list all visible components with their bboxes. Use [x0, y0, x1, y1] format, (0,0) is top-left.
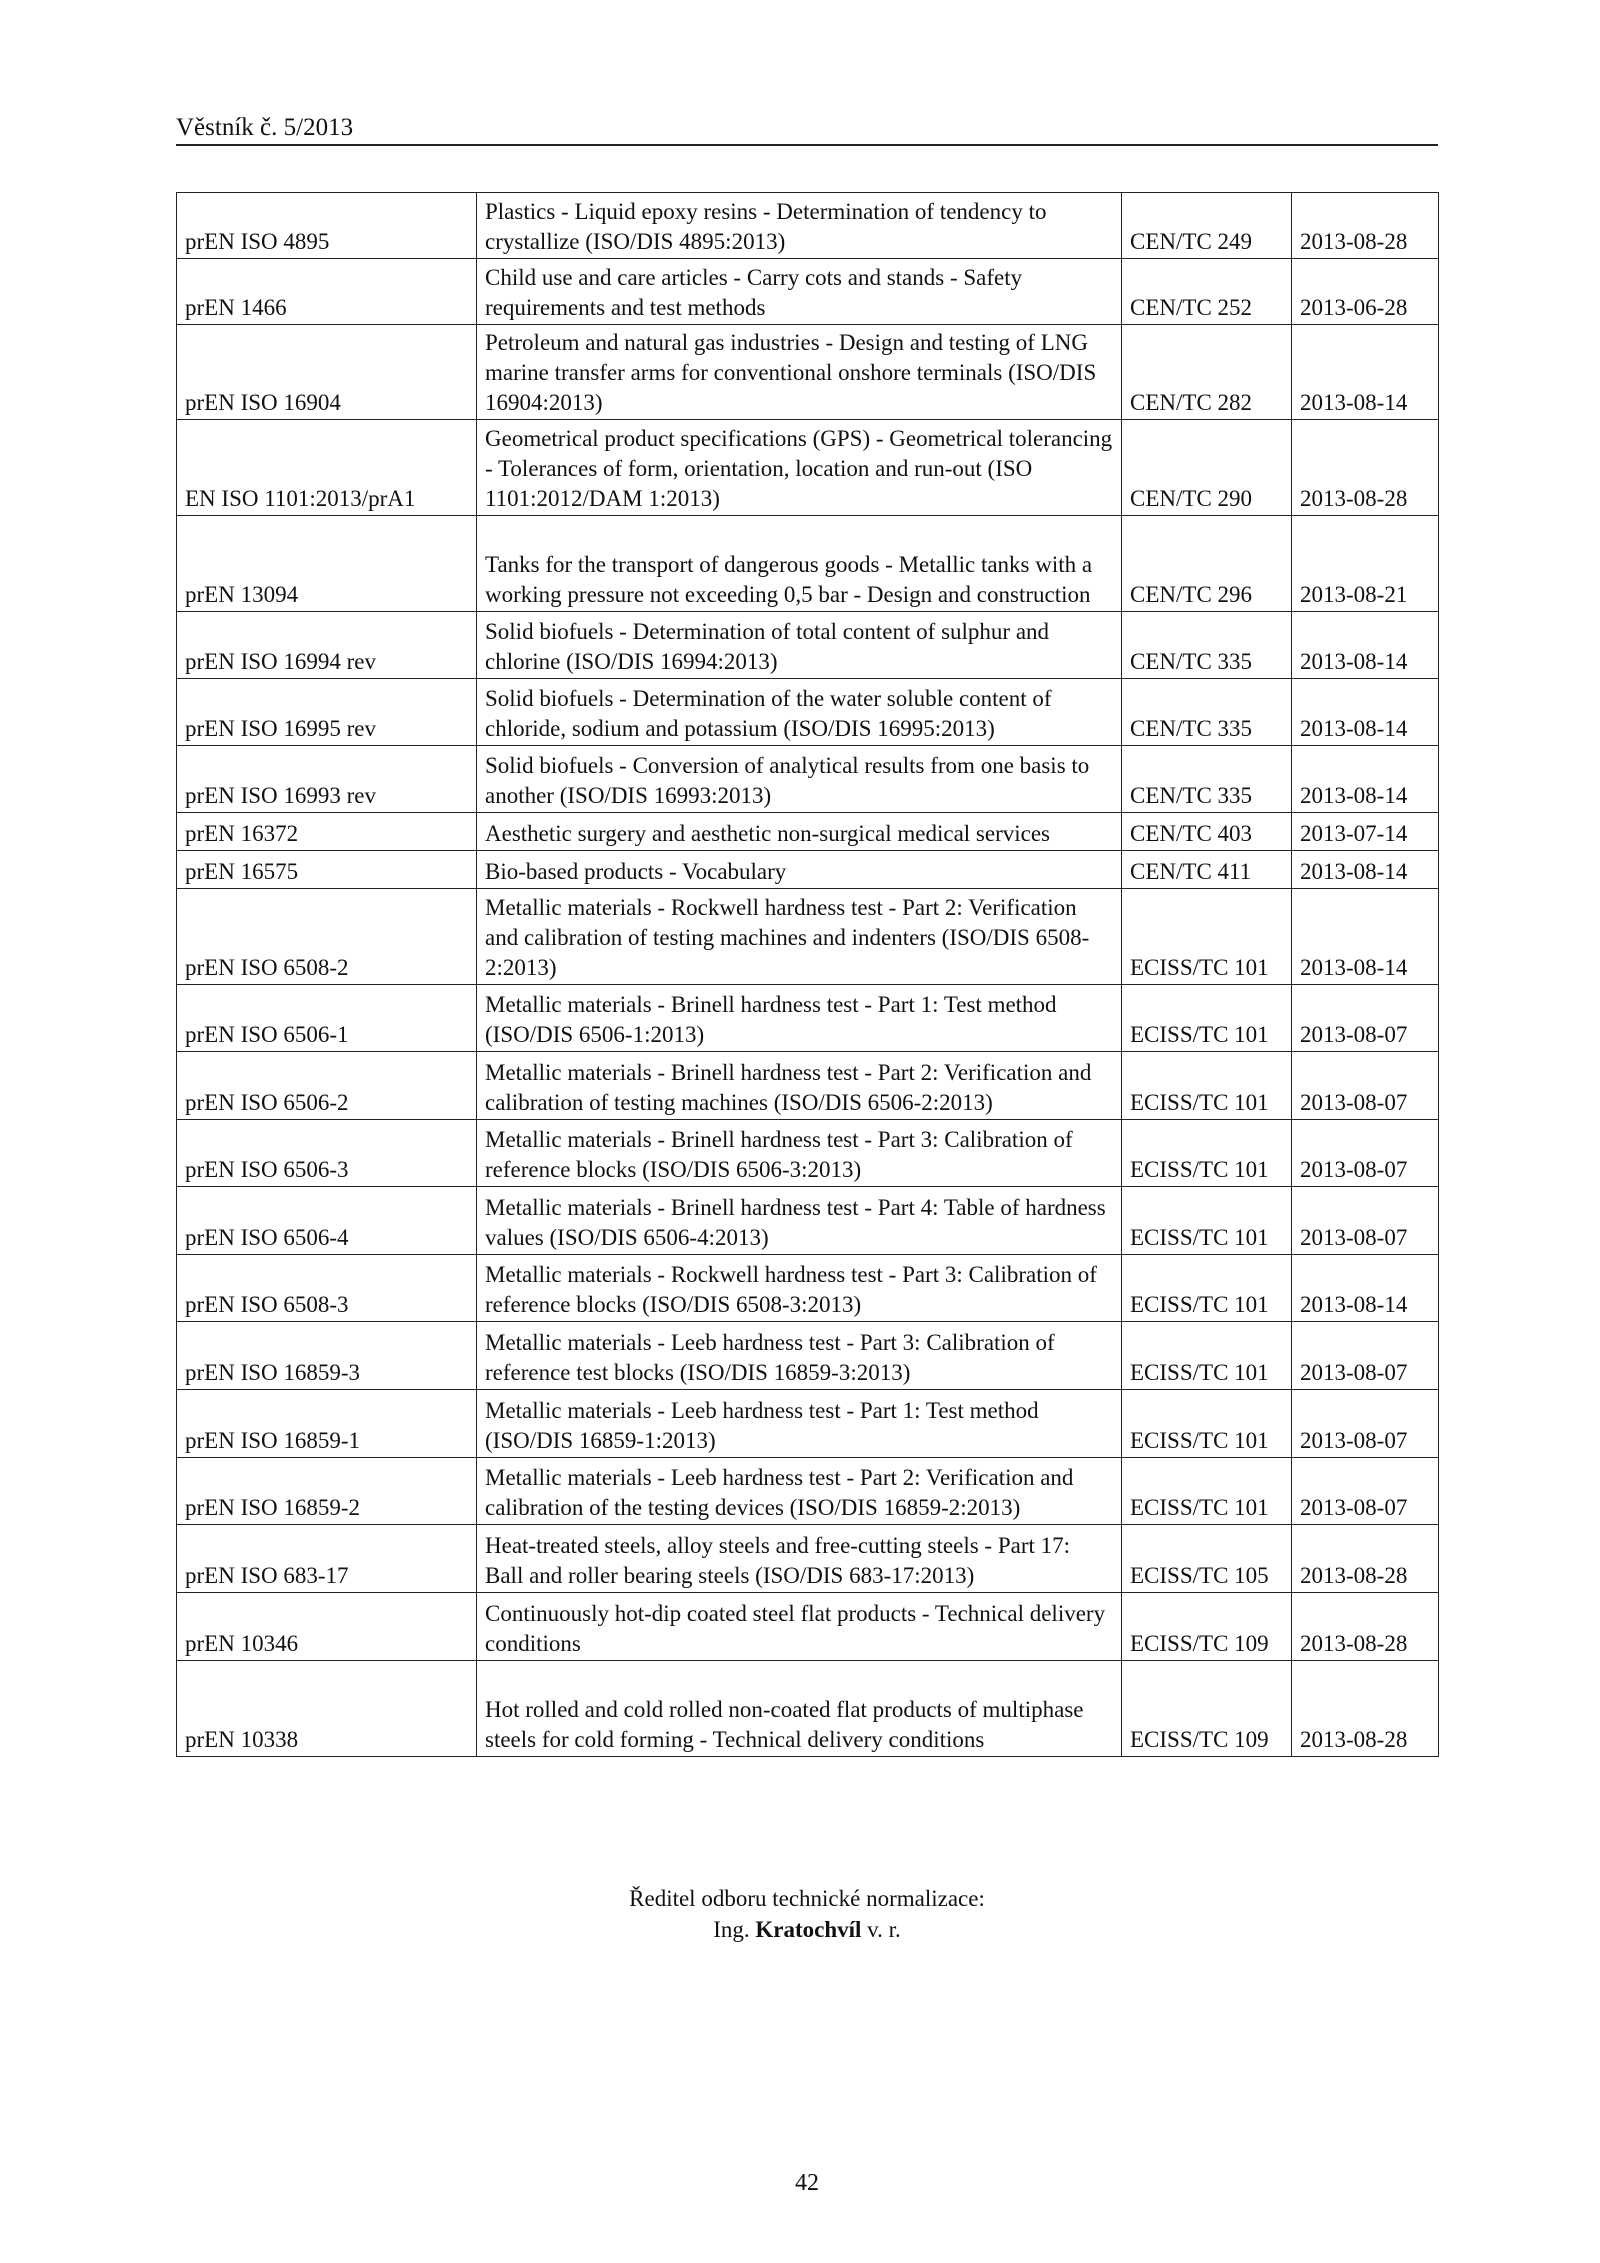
deadline-date: 2013-08-14	[1292, 612, 1439, 679]
deadline-date: 2013-08-14	[1292, 679, 1439, 746]
technical-committee: CEN/TC 290	[1122, 420, 1292, 516]
table-row	[177, 259, 1439, 325]
table-row	[177, 1458, 1439, 1525]
standard-code: prEN 16575	[177, 851, 477, 889]
deadline-date: 2013-08-14	[1292, 889, 1439, 985]
table-row	[177, 1525, 1439, 1593]
standard-title: Metallic materials - Brinell hardness test - Part 1: Test method (ISO/DIS 6506-1:2013)	[477, 985, 1122, 1052]
technical-committee: ECISS/TC 101	[1122, 1390, 1292, 1458]
standard-title: Metallic materials - Rockwell hardness test - Part 3: Calibration of reference blocks (ISO/DIS 6508-3:2013)	[477, 1255, 1122, 1322]
standard-code: prEN ISO 6506-1	[177, 985, 477, 1052]
table-row	[177, 1187, 1439, 1255]
signatory-name	[176, 1914, 1438, 1945]
standard-code: prEN ISO 16994 rev	[177, 612, 477, 679]
technical-committee: CEN/TC 252	[1122, 259, 1292, 325]
technical-committee: CEN/TC 249	[1122, 193, 1292, 259]
standard-title: Geometrical product specifications (GPS) - Geometrical tolerancing - Tolerances of form, orientation, location and run-out (ISO 1101:2012/DAM 1:2013)	[477, 420, 1122, 516]
standards-table	[176, 192, 1439, 1757]
technical-committee: CEN/TC 282	[1122, 325, 1292, 420]
standard-title: Solid biofuels - Conversion of analytical results from one basis to another (ISO/DIS 16993:2013)	[477, 746, 1122, 813]
page-number: 42	[795, 2170, 819, 2196]
deadline-date: 2013-08-28	[1292, 420, 1439, 516]
technical-committee: ECISS/TC 101	[1122, 1322, 1292, 1390]
technical-committee: ECISS/TC 105	[1122, 1525, 1292, 1593]
standard-code: prEN 10338	[177, 1661, 477, 1757]
deadline-date: 2013-08-07	[1292, 1458, 1439, 1525]
standard-title: Bio-based products - Vocabulary	[477, 851, 1122, 889]
technical-committee: ECISS/TC 109	[1122, 1593, 1292, 1661]
deadline-date: 2013-07-14	[1292, 813, 1439, 851]
table-row	[177, 420, 1439, 516]
table-row	[177, 679, 1439, 746]
table-row	[177, 612, 1439, 679]
standard-code: prEN ISO 683-17	[177, 1525, 477, 1593]
deadline-date: 2013-08-14	[1292, 746, 1439, 813]
journal-title: Věstník č. 5/2013	[176, 114, 354, 141]
standard-title: Solid biofuels - Determination of total content of sulphur and chlorine (ISO/DIS 16994:2013)	[477, 612, 1122, 679]
standard-code: prEN ISO 6506-2	[177, 1052, 477, 1120]
deadline-date: 2013-08-07	[1292, 1187, 1439, 1255]
table-row	[177, 813, 1439, 851]
standard-title: Metallic materials - Brinell hardness test - Part 3: Calibration of reference blocks (ISO/DIS 6506-3:2013)	[477, 1120, 1122, 1187]
table-row	[177, 746, 1439, 813]
standard-title: Petroleum and natural gas industries - Design and testing of LNG marine transfer arms for conventional onshore terminals (ISO/DIS 16904:2013)	[477, 325, 1122, 420]
deadline-date: 2013-08-07	[1292, 1052, 1439, 1120]
deadline-date: 2013-08-07	[1292, 1120, 1439, 1187]
table-row	[177, 1255, 1439, 1322]
standard-title: Heat-treated steels, alloy steels and free-cutting steels - Part 17: Ball and roller bearing steels (ISO/DIS 683-17:2013)	[477, 1525, 1122, 1593]
table-row	[177, 1052, 1439, 1120]
standard-code: prEN 16372	[177, 813, 477, 851]
deadline-date: 2013-08-28	[1292, 1661, 1439, 1757]
table-row	[177, 985, 1439, 1052]
standard-code: prEN ISO 16859-3	[177, 1322, 477, 1390]
deadline-date: 2013-08-07	[1292, 1322, 1439, 1390]
standard-code: prEN ISO 6508-2	[177, 889, 477, 985]
standard-title: Tanks for the transport of dangerous goods - Metallic tanks with a working pressure not exceeding 0,5 bar - Design and construction	[477, 516, 1122, 612]
technical-committee: CEN/TC 296	[1122, 516, 1292, 612]
standard-code: prEN ISO 16859-1	[177, 1390, 477, 1458]
standard-code: prEN ISO 16993 rev	[177, 746, 477, 813]
standard-code: prEN 10346	[177, 1593, 477, 1661]
signatory-role: Ředitel odboru technické normalizace:	[629, 1886, 985, 1911]
technical-committee: ECISS/TC 101	[1122, 889, 1292, 985]
standard-code: prEN ISO 6506-4	[177, 1187, 477, 1255]
standard-title: Plastics - Liquid epoxy resins - Determination of tendency to crystallize (ISO/DIS 4895:2013)	[477, 193, 1122, 259]
table-row	[177, 851, 1439, 889]
standards-table-body	[177, 193, 1439, 1757]
deadline-date: 2013-08-07	[1292, 985, 1439, 1052]
standard-code: EN ISO 1101:2013/prA1	[177, 420, 477, 516]
technical-committee: ECISS/TC 101	[1122, 1187, 1292, 1255]
table-row	[177, 1322, 1439, 1390]
standard-title: Metallic materials - Leeb hardness test - Part 1: Test method (ISO/DIS 16859-1:2013)	[477, 1390, 1122, 1458]
technical-committee: ECISS/TC 101	[1122, 1052, 1292, 1120]
technical-committee: ECISS/TC 101	[1122, 1458, 1292, 1525]
technical-committee: ECISS/TC 101	[1122, 1255, 1292, 1322]
standard-code: prEN 13094	[177, 516, 477, 612]
standard-title: Solid biofuels - Determination of the water soluble content of chloride, sodium and potassium (ISO/DIS 16995:2013)	[477, 679, 1122, 746]
deadline-date: 2013-08-28	[1292, 1525, 1439, 1593]
deadline-date: 2013-08-14	[1292, 851, 1439, 889]
table-row	[177, 889, 1439, 985]
signatory-title: Ing.	[713, 1917, 750, 1942]
deadline-date: 2013-08-14	[1292, 1255, 1439, 1322]
standard-title: Metallic materials - Brinell hardness test - Part 2: Verification and calibration of testing machines (ISO/DIS 6506-2:2013)	[477, 1052, 1122, 1120]
table-row	[177, 193, 1439, 259]
deadline-date: 2013-06-28	[1292, 259, 1439, 325]
standard-title: Metallic materials - Rockwell hardness test - Part 2: Verification and calibration of testing machines and indenters (ISO/DIS 6508-2:2013)	[477, 889, 1122, 985]
table-row	[177, 516, 1439, 612]
technical-committee: CEN/TC 335	[1122, 746, 1292, 813]
technical-committee: ECISS/TC 101	[1122, 1120, 1292, 1187]
signatory-surname: Kratochvíl	[755, 1917, 862, 1942]
deadline-date: 2013-08-28	[1292, 1593, 1439, 1661]
technical-committee: ECISS/TC 101	[1122, 985, 1292, 1052]
standard-code: prEN ISO 4895	[177, 193, 477, 259]
standard-code: prEN ISO 16995 rev	[177, 679, 477, 746]
standard-title: Child use and care articles - Carry cots and stands - Safety requirements and test methods	[477, 259, 1122, 325]
standard-title: Aesthetic surgery and aesthetic non-surgical medical services	[477, 813, 1122, 851]
signature-block	[176, 1883, 1438, 1945]
table-row	[177, 1593, 1439, 1661]
standard-title: Metallic materials - Leeb hardness test - Part 3: Calibration of reference test blocks (ISO/DIS 16859-3:2013)	[477, 1322, 1122, 1390]
table-row	[177, 1390, 1439, 1458]
technical-committee: CEN/TC 335	[1122, 612, 1292, 679]
page-header	[176, 108, 1438, 146]
signatory-suffix: v. r.	[867, 1917, 901, 1942]
deadline-date: 2013-08-14	[1292, 325, 1439, 420]
standard-title: Hot rolled and cold rolled non-coated flat products of multiphase steels for cold forming - Technical delivery conditions	[477, 1661, 1122, 1757]
table-row	[177, 325, 1439, 420]
table-row	[177, 1120, 1439, 1187]
technical-committee: ECISS/TC 109	[1122, 1661, 1292, 1757]
standard-title: Metallic materials - Brinell hardness test - Part 4: Table of hardness values (ISO/DIS 6506-4:2013)	[477, 1187, 1122, 1255]
standard-code: prEN ISO 16859-2	[177, 1458, 477, 1525]
standard-code: prEN ISO 6508-3	[177, 1255, 477, 1322]
deadline-date: 2013-08-21	[1292, 516, 1439, 612]
standard-title: Continuously hot-dip coated steel flat products - Technical delivery conditions	[477, 1593, 1122, 1661]
technical-committee: CEN/TC 403	[1122, 813, 1292, 851]
standard-title: Metallic materials - Leeb hardness test - Part 2: Verification and calibration of the testing devices (ISO/DIS 16859-2:2013)	[477, 1458, 1122, 1525]
table-row	[177, 1661, 1439, 1757]
deadline-date: 2013-08-28	[1292, 193, 1439, 259]
standard-code: prEN ISO 6506-3	[177, 1120, 477, 1187]
technical-committee: CEN/TC 411	[1122, 851, 1292, 889]
deadline-date: 2013-08-07	[1292, 1390, 1439, 1458]
technical-committee: CEN/TC 335	[1122, 679, 1292, 746]
standard-code: prEN ISO 16904	[177, 325, 477, 420]
standard-code: prEN 1466	[177, 259, 477, 325]
